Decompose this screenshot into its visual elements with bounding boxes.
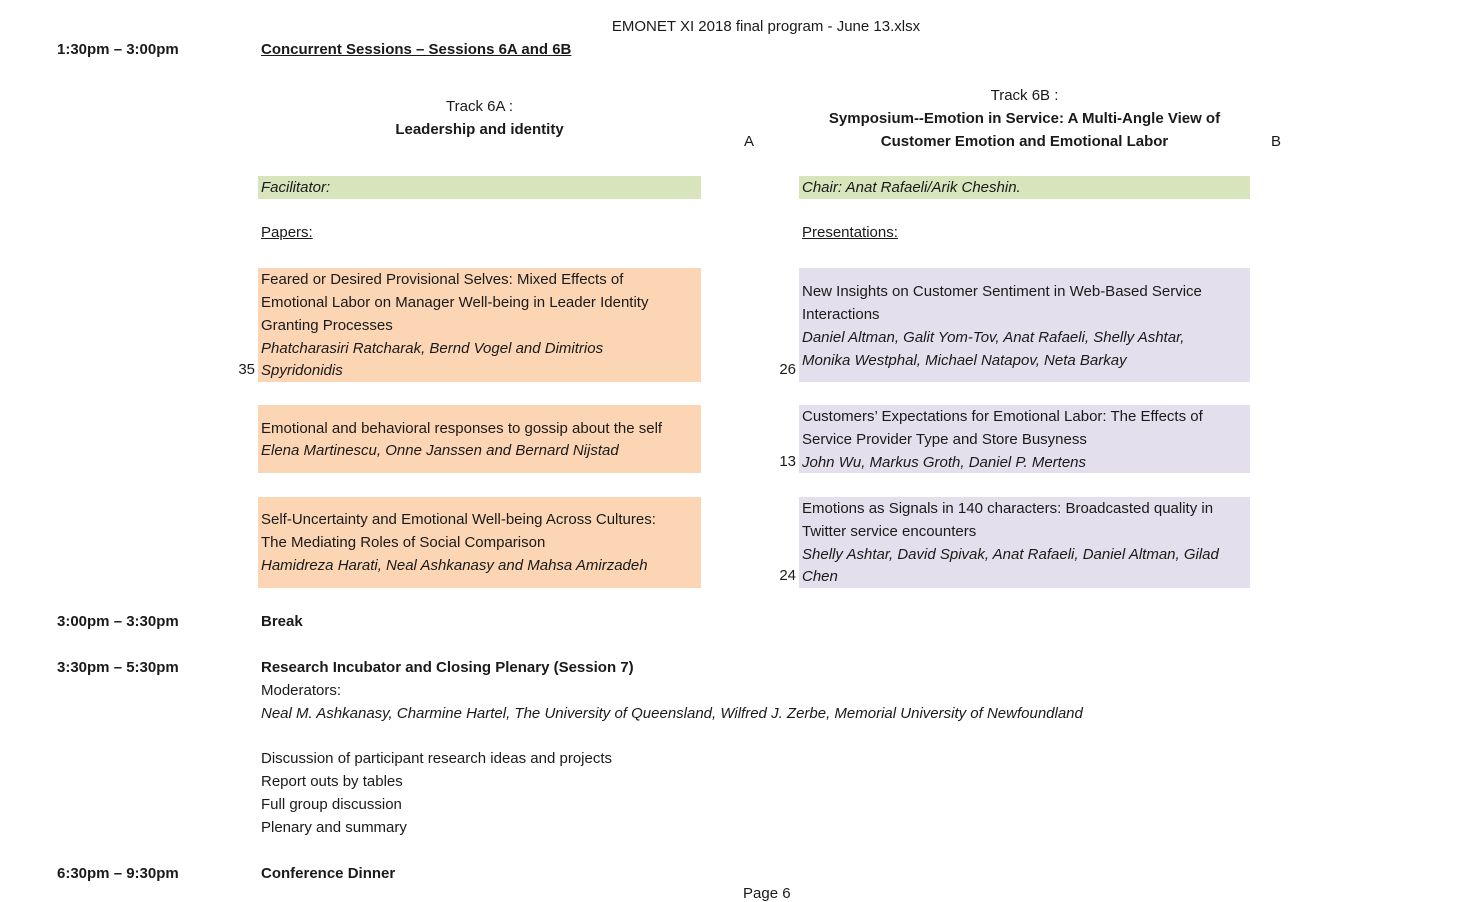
session7-title: Research Incubator and Closing Plenary (Session 7) (261, 659, 634, 676)
moderators-label: Moderators: (261, 682, 342, 699)
papers-label: Papers: (261, 224, 313, 241)
track-b-label: Track 6B : (990, 87, 1059, 104)
facilitator-bar (258, 176, 701, 199)
paper-card (258, 268, 701, 382)
page-number: Page 6 (743, 885, 791, 902)
paper-title-line: Self-Uncertainty and Emotional Well-being Across Cultures: (261, 511, 656, 528)
paper-card (258, 405, 701, 473)
break-time: 3:00pm – 3:30pm (57, 613, 179, 630)
presentation-authors-line: Chen (802, 568, 838, 585)
paper-authors-line: Elena Martinescu, Onne Janssen and Bernard Nijstad (261, 442, 619, 459)
presentation-title-line: Interactions (802, 306, 880, 323)
paper-number: 35 (238, 361, 255, 378)
session6-title: Concurrent Sessions – Sessions 6A and 6B (261, 41, 572, 58)
session7-item: Discussion of participant research ideas and projects (261, 750, 613, 767)
paper-title-line: Emotional and behavioral responses to gossip about the self (261, 420, 663, 437)
document-title: EMONET XI 2018 final program - June 13.xlsx (611, 18, 921, 35)
presentation-card (799, 405, 1250, 473)
track-a-letter: A (744, 133, 755, 150)
session7-item: Full group discussion (261, 796, 402, 813)
presentation-number: 24 (779, 567, 796, 584)
paper-authors-line: Phatcharasiri Ratcharak, Bernd Vogel and Dimitrios (261, 340, 604, 357)
track-a-label: Track 6A : (446, 98, 513, 115)
track-b-letter: B (1271, 133, 1282, 150)
track-b-name-line: Customer Emotion and Emotional Labor (880, 133, 1169, 150)
presentation-title-line: Twitter service encounters (802, 523, 977, 540)
paper-authors-line: Spyridonidis (261, 362, 343, 379)
presentation-authors-line: Shelly Ashtar, David Spivak, Anat Rafaeli, Daniel Altman, Gilad (802, 546, 1219, 563)
track-b-name-line: Symposium--Emotion in Service: A Multi-Angle View of (828, 110, 1221, 127)
paper-card (258, 497, 701, 588)
session7-item: Report outs by tables (261, 773, 403, 790)
presentation-card (799, 268, 1250, 382)
dinner-time: 6:30pm – 9:30pm (57, 865, 179, 882)
presentations-label: Presentations: (802, 224, 898, 241)
paper-title-line: Feared or Desired Provisional Selves: Mixed Effects of (261, 271, 624, 288)
facilitator-label: Facilitator: (261, 179, 331, 196)
presentation-title-line: Emotions as Signals in 140 characters: Broadcasted quality in (802, 500, 1214, 517)
paper-authors-line: Hamidreza Harati, Neal Ashkanasy and Mahsa Amirzadeh (261, 557, 648, 574)
presentation-number: 26 (779, 361, 796, 378)
break-title: Break (261, 613, 303, 630)
session6-time: 1:30pm – 3:00pm (57, 41, 179, 58)
chair-label: Chair: Anat Rafaeli/Arik Cheshin. (802, 179, 1021, 196)
paper-title-line: Granting Processes (261, 317, 393, 334)
presentation-authors-line: Monika Westphal, Michael Natapov, Neta Barkay (802, 352, 1127, 369)
chair-bar (799, 176, 1250, 199)
presentation-number: 13 (779, 453, 796, 470)
presentation-authors-line: Daniel Altman, Galit Yom-Tov, Anat Rafaeli, Shelly Ashtar, (802, 329, 1185, 346)
presentation-card (799, 497, 1250, 588)
paper-title-line: The Mediating Roles of Social Comparison (261, 534, 546, 551)
presentation-title-line: Customers’ Expectations for Emotional Labor: The Effects of (802, 408, 1203, 425)
moderators-names: Neal M. Ashkanasy, Charmine Hartel, The University of Queensland, Wilfred J. Zerbe, Memorial University of Newfoundland (261, 705, 1083, 722)
presentation-authors-line: John Wu, Markus Groth, Daniel P. Mertens (802, 454, 1087, 471)
presentation-title-line: Service Provider Type and Store Busyness (802, 431, 1087, 448)
presentation-title-line: New Insights on Customer Sentiment in Web-Based Service (802, 283, 1202, 300)
track-a-name: Leadership and identity (395, 121, 564, 138)
session7-item: Plenary and summary (261, 819, 407, 836)
paper-title-line: Emotional Labor on Manager Well-being in Leader Identity (261, 294, 649, 311)
session7-time: 3:30pm – 5:30pm (57, 659, 179, 676)
dinner-title: Conference Dinner (261, 865, 396, 882)
